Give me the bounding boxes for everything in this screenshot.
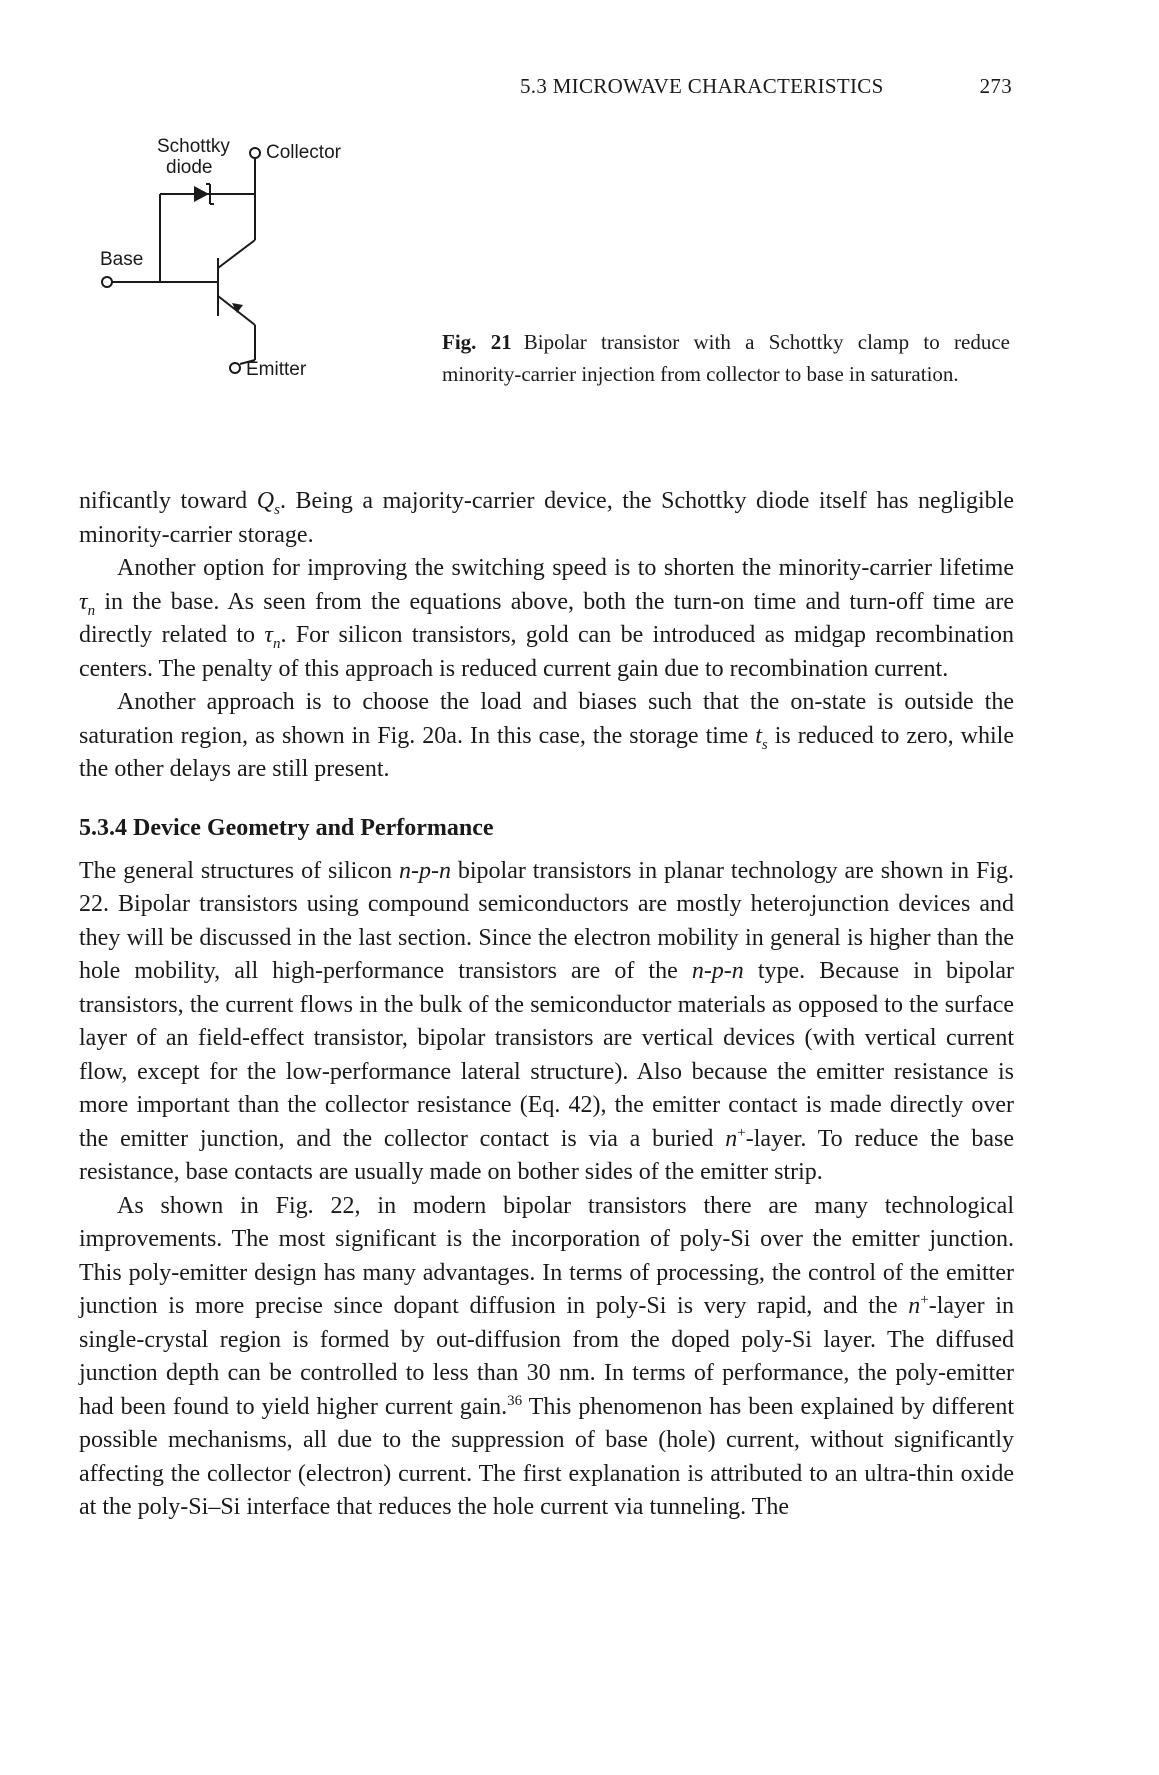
running-header: [520, 74, 1012, 99]
p4-text-a: The general structures of silicon: [79, 857, 399, 884]
schottky-label-2: diode: [166, 157, 213, 178]
paragraph-1: [79, 485, 1014, 552]
base-terminal: [102, 277, 112, 287]
p5-text-c: This phenomenon has been explained by different possible mechanisms, all due to the suppression of base (hole) current, without significantly affecting the collector (electron) current. The first explanation is attributed to an ultra-thin oxide at the poly-Si–Si interface that reduces the hole current via tunneling. The: [79, 1393, 1014, 1520]
figure-caption: [442, 326, 1010, 390]
collector-label: Collector: [266, 142, 341, 163]
symbol-tau-sub: n: [272, 635, 281, 652]
caption-label: Fig. 21: [442, 330, 512, 354]
p4-text-b: bipolar transistors in planar technology are shown in Fig. 22. Bipolar transistors using compound semiconductors are mostly heterojunction devices and they will be discussed in the last section. Since the electron mobility in general is higher than the hole mobility, all high-performance transistors are of the: [79, 857, 1014, 984]
page-number: 273: [979, 74, 1012, 98]
symbol-n-sup: +: [920, 1292, 929, 1308]
symbol-t: t: [755, 722, 762, 749]
p1-text-a: nificantly toward: [79, 488, 257, 514]
symbol-q: Q: [256, 488, 275, 514]
section-heading: 5.3.4 Device Geometry and Performance: [79, 814, 494, 841]
symbol-n-sup: +: [737, 1124, 746, 1141]
symbol-n: n: [725, 1125, 738, 1152]
schottky-label-1: Schottky: [157, 136, 230, 157]
symbol-n: n: [908, 1293, 921, 1319]
paragraph-2: [79, 552, 1014, 686]
p5-text-a: As shown in Fig. 22, in modern bipolar transistors there are many technological improvements. The most significant is the incorporation of poly-Si over the emitter junction. This poly-emitter design has many advantages. In terms of processing, the control of the emitter junction is more precise since dopant diffusion in poly-Si is very rapid, and the: [79, 1192, 1014, 1319]
diode-arrow-icon: [194, 186, 209, 202]
p5-text-b: -layer in single-crystal region is formed by out-diffusion from the doped poly-Si layer. The diffused junction depth can be controlled to less than 30 nm. In terms of performance, the poly-emitter had been found to yield higher current gain.: [79, 1293, 1014, 1420]
figure-21-schematic: [100, 136, 400, 440]
npn-term: n-p-n: [398, 857, 451, 884]
p2-text-b: in the base. As seen from the equations above, both the turn-on time and turn-off time are directly related to: [79, 588, 1014, 648]
caption-text: Bipolar transistor with a Schottky clamp to reduce minority-carrier injection from collector to base in saturation.: [442, 330, 1010, 386]
reference-36: 36: [507, 1392, 523, 1409]
symbol-t-sub: s: [761, 736, 768, 753]
symbol-q-sub: s: [274, 501, 280, 518]
paragraph-3: [79, 686, 1014, 787]
body-text: [79, 485, 1014, 1525]
p3-text-a: Another approach is to choose the load and biases such that the on-state is outside the saturation region, as shown in Fig. 20a. In this case, the storage time: [79, 689, 1014, 749]
collector-terminal: [250, 148, 260, 158]
p4-text-d: -layer. To reduce the base resistance, base contacts are usually made on bother sides of the emitter strip.: [79, 1125, 1014, 1185]
collector-arm: [218, 240, 255, 268]
npn-term: n-p-n: [691, 958, 744, 984]
running-title: 5.3 MICROWAVE CHARACTERISTICS: [520, 74, 884, 98]
symbol-tau: τ: [264, 622, 273, 648]
paragraph-5: [79, 1190, 1014, 1525]
p2-text-c: . For silicon transistors, gold can be introduced as midgap recombination centers. The penalty of this approach is reduced current gain due to recombination current.: [79, 622, 1014, 682]
emitter-label: Emitter: [246, 359, 307, 380]
base-label: Base: [100, 249, 144, 270]
symbol-tau: τ: [79, 588, 88, 615]
emitter-terminal: [230, 363, 240, 373]
p4-text-c: type. Because in bipolar transistors, the current flows in the bulk of the semiconductor materials as opposed to the surface layer of an field-effect transistor, bipolar transistors are vertical devices (with vertical current flow, except for the low-performance lateral structure). Also because the emitter resistance is more important than the collector resistance (Eq. 42), the emitter contact is made directly over the emitter junction, and the collector contact is via a buried: [79, 958, 1014, 1152]
p3-text-b: is reduced to zero, while the other delays are still present.: [79, 722, 1015, 782]
schottky-clamped-transistor-diagram: [100, 136, 400, 440]
p1-text-b: . Being a majority-carrier device, the Schottky diode itself has negligible minority-carrier storage.: [79, 488, 1014, 548]
p2-text-a: Another option for improving the switching speed is to shorten the minority-carrier lifetime: [117, 555, 1014, 581]
symbol-tau-sub: n: [87, 602, 96, 619]
paragraph-4: [79, 855, 1014, 1190]
